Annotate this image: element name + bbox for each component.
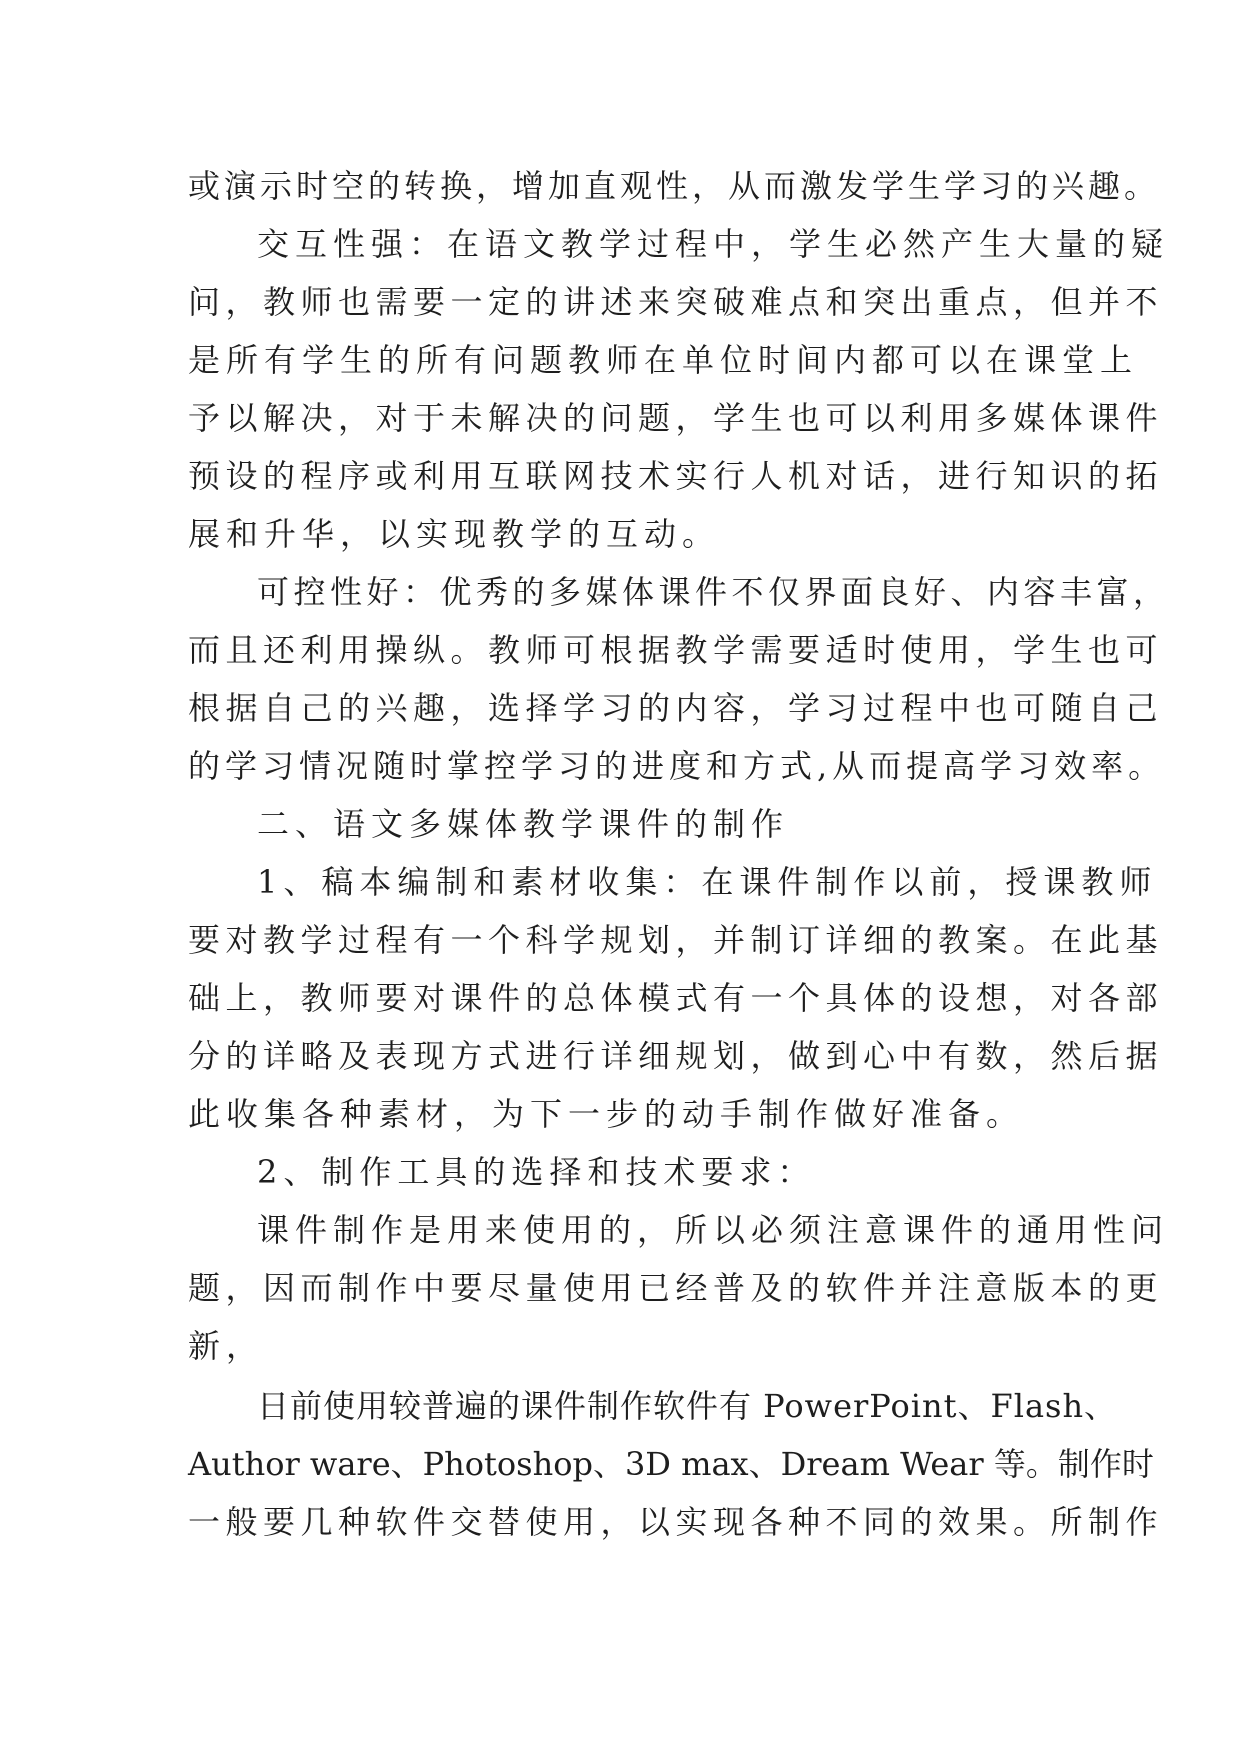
text-line: 1、稿本编制和素材收集：在课件制作以前，授课教师 (257, 863, 1158, 901)
text-line: Author ware、Photoshop、3D max、Dream Wear 等。制作时 (188, 1445, 1154, 1483)
text-line: 2、制作工具的选择和技术要求： (257, 1153, 816, 1191)
text-line: 分的详略及表现方式进行详细规划，做到心中有数，然后据 (188, 1037, 1164, 1075)
text-line: 课件制作是用来使用的，所以必须注意课件的通用性问 (257, 1211, 1170, 1249)
text-line: 础上，教师要对课件的总体模式有一个具体的设想，对各部 (188, 979, 1164, 1017)
text-line: 是所有学生的所有问题教师在单位时间内都可以在课堂上 (188, 341, 1139, 379)
text-line: 展和升华，以实现教学的互动。 (188, 515, 721, 553)
text-line: 或演示时空的转换，增加直观性，从而激发学生学习的兴趣。 (188, 167, 1161, 205)
text-line: 问，教师也需要一定的讲述来突破难点和突出重点，但并不 (188, 283, 1164, 321)
text-line: 题，因而制作中要尽量使用已经普及的软件并注意版本的更 (188, 1269, 1164, 1307)
text-line: 交互性强：在语文教学过程中，学生必然产生大量的疑 (257, 225, 1170, 263)
text-line: 而且还利用操纵。教师可根据教学需要适时使用，学生也可 (188, 631, 1164, 669)
text-line: 预设的程序或利用互联网技术实行人机对话，进行知识的拓 (188, 457, 1164, 495)
text-line: 可控性好：优秀的多媒体课件不仅界面良好、内容丰富， (257, 573, 1170, 611)
text-line: 此收集各种素材，为下一步的动手制作做好准备。 (188, 1095, 1025, 1133)
text-line: 日前使用较普遍的课件制作软件有 PowerPoint、Flash、 (257, 1387, 1118, 1425)
text-line: 予以解决，对于未解决的问题，学生也可以利用多媒体课件 (188, 399, 1164, 437)
text-line: 要对教学过程有一个科学规划，并制订详细的教案。在此基 (188, 921, 1164, 959)
text-line: 根据自己的兴趣，选择学习的内容，学习过程中也可随自己 (188, 689, 1164, 727)
text-line: 新， (188, 1327, 265, 1365)
text-line: 一般要几种软件交替使用，以实现各种不同的效果。所制作 (188, 1503, 1164, 1541)
text-line: 的学习情况随时掌控学习的进度和方式,从而提高学习效率。 (188, 747, 1166, 785)
section-heading: 二、语文多媒体教学课件的制作 (257, 805, 790, 843)
